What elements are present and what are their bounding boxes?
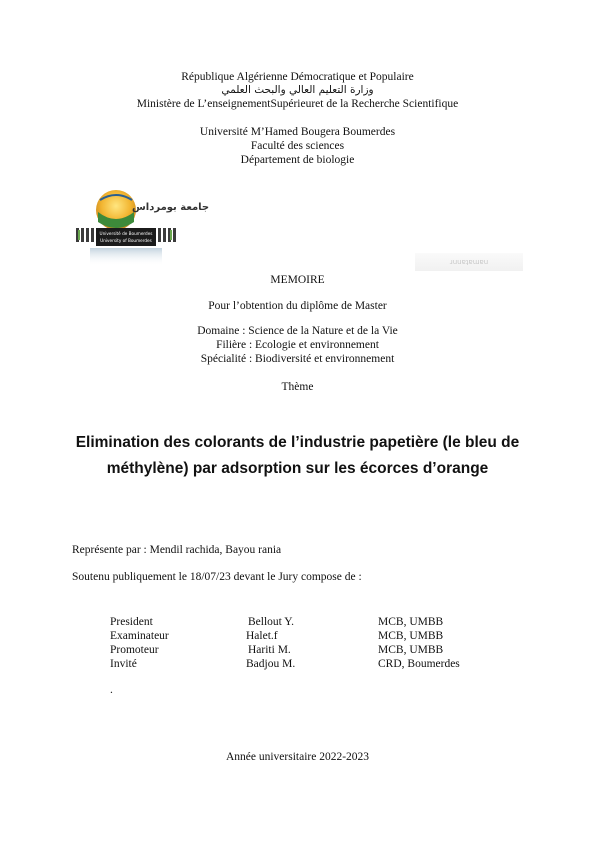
faculty-line: Faculté des sciences — [250, 140, 345, 152]
republic-line: République Algérienne Démocratique et Populaire — [181, 71, 414, 83]
department-line: Département de biologie — [240, 154, 355, 166]
theme-label: Thème — [281, 381, 314, 393]
university-logo-icon — [70, 182, 210, 268]
jury-role: President — [110, 616, 153, 628]
logo-banner-line1: Université de Boumerdes — [99, 231, 153, 236]
faint-mark-text: ɹuuɐʇɐɯɐu — [449, 258, 489, 266]
logo-arabic-text: جامعة بومرداس — [132, 202, 210, 213]
defense-line: Soutenu publiquement le 18/07/23 devant le Jury compose de : — [72, 571, 362, 583]
jury-name: Bellout Y. — [248, 616, 295, 628]
jury-grade: CRD, Boumerdes — [378, 658, 460, 670]
jury-role: Invité — [110, 658, 137, 670]
filiere-line: Filière : Ecologie et environnement — [216, 339, 379, 351]
purpose-line: Pour l’obtention du diplôme de Master — [208, 300, 387, 312]
jury-name: Hariti M. — [248, 644, 291, 656]
presented-by: Représente par : Mendil rachida, Bayou rania — [72, 544, 282, 556]
jury-grade: MCB, UMBB — [378, 630, 444, 642]
university-line: Université M’Hamed Bougera Boumerdes — [199, 126, 396, 138]
academic-year: Année universitaire 2022-2023 — [225, 751, 370, 763]
jury-role: Promoteur — [110, 644, 159, 656]
thesis-title-line2: méthylène) par adsorption sur les écorces d’orange — [106, 460, 489, 477]
thesis-title-line1: Elimination des colorants de l’industrie papetière (le bleu de — [75, 434, 520, 451]
specialite-line: Spécialité : Biodiversité et environnement — [200, 353, 395, 365]
stray-dot: . — [110, 684, 113, 696]
jury-name: Badjou M. — [246, 658, 296, 670]
jury-role: Examinateur — [110, 630, 169, 642]
ministry-arabic-line: وزارة التعليم العالي والبحث العلمي — [221, 84, 374, 96]
ministry-line: Ministère de L’enseignementSupérieuret de la Recherche Scientifique — [136, 98, 459, 110]
jury-name: Halet.f — [246, 630, 278, 642]
domaine-line: Domaine : Science de la Nature et de la Vie — [197, 325, 398, 337]
memoire-label: MEMOIRE — [270, 274, 325, 286]
logo-banner-line2: University of Boumerdes — [100, 238, 152, 243]
jury-grade: MCB, UMBB — [378, 644, 444, 656]
university-logo — [70, 182, 210, 268]
faint-mark — [415, 253, 523, 271]
jury-grade: MCB, UMBB — [378, 616, 444, 628]
